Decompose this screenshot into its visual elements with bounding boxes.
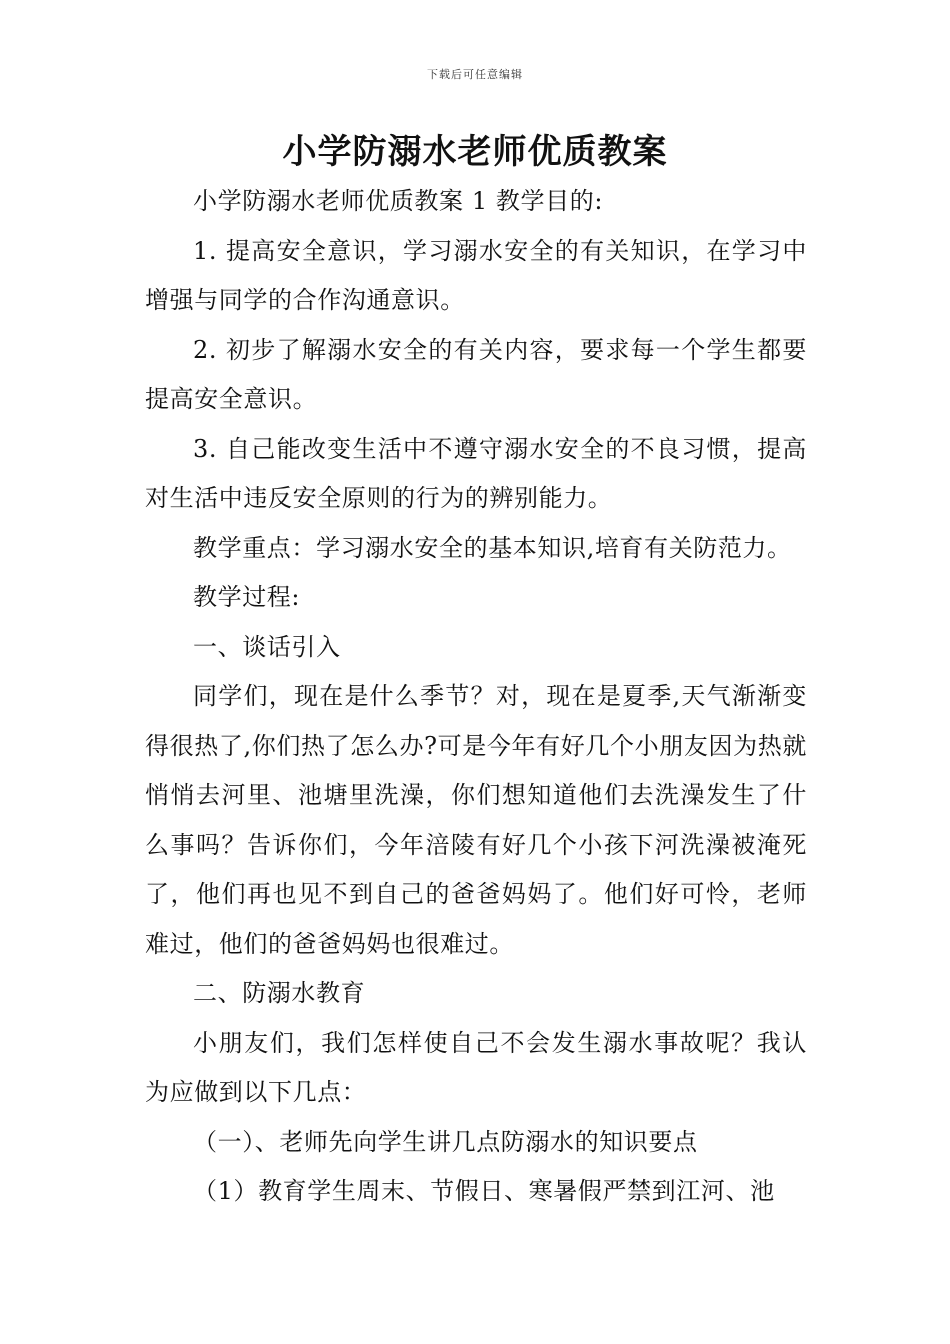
- paragraph: 2. 初步了解溺水安全的有关内容，要求每一个学生都要提高安全意识。: [145, 335, 807, 413]
- paragraph: 二、防溺水教育: [193, 979, 366, 1007]
- paragraph: 3. 自己能改变生活中不遵守溺水安全的不良习惯，提高对生活中违反安全原则的行为的辨别能力。: [145, 434, 807, 512]
- paragraph: （1）教育学生周末、节假日、寒暑假严禁到江河、池: [193, 1177, 775, 1205]
- paragraph: 1. 提高安全意识，学习溺水安全的有关知识，在学习中增强与同学的合作沟通意识。: [145, 236, 807, 314]
- header-note: 下载后可任意编辑: [427, 68, 523, 81]
- document-title: 小学防溺水老师优质教案: [282, 132, 668, 172]
- paragraph: 小朋友们，我们怎样使自己不会发生溺水事故呢？我认为应做到以下几点：: [145, 1028, 807, 1106]
- paragraph: 一、谈话引入: [193, 632, 341, 661]
- paragraph: 教学过程:: [193, 583, 301, 611]
- paragraph: （一）、老师先向学生讲几点防溺水的知识要点: [193, 1127, 698, 1156]
- paragraph: 教学重点：学习溺水安全的基本知识,培育有关防范力。: [193, 533, 792, 562]
- paragraph: 小学防溺水老师优质教案 1 教学目的:: [193, 187, 604, 215]
- document-body: [145, 177, 807, 1217]
- paragraph: 同学们，现在是什么季节？对，现在是夏季,天气渐渐变得很热了,你们热了怎么办?可是今年有好几个小朋友因为热就悄悄去河里、池塘里洗澡，你们想知道他们去洗澡发生了什么事吗？告诉你们，今年涪陵有好几个小孩下河洗澡被淹死了，他们再也见不到自己的爸爸妈妈了。他们好可怜，老师难过，他们的爸爸妈妈也很难过。: [145, 682, 807, 958]
